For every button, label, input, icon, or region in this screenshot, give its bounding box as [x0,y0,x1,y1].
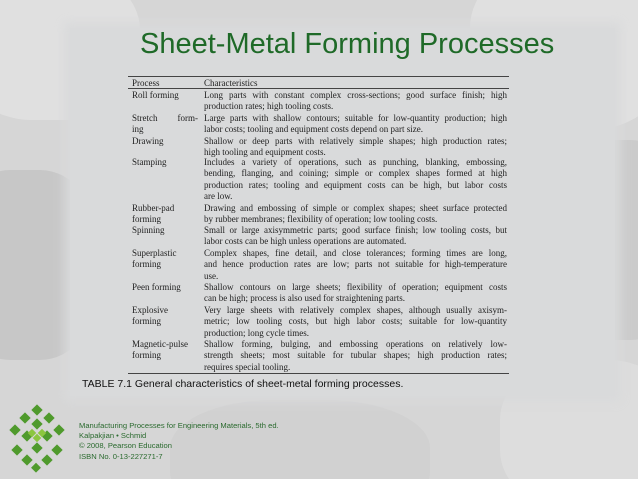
characteristics-line: production; long cycle times. [204,327,309,338]
characteristics-line: Very large sheets with relatively complex shapes, although usually axisym- [204,305,507,315]
characteristics-line: requires special tooling. [204,361,291,372]
process-name: forming [132,350,161,361]
process-name: Stamping [132,157,167,167]
characteristics-line: Complex shapes, fine detail, and close tolerances; forming times are long, [204,248,507,258]
characteristics-line: Long parts with constant complex cross-sections; good surface finish; high [204,90,507,100]
process-name: Roll forming [132,90,179,100]
characteristics-line: metric; low tooling costs, but high labor costs; suitable for low-quantity [204,316,507,327]
table-header-rule [128,88,509,89]
characteristics-line: Shallow contours on large sheets; flexibility of operation; equipment costs [204,282,507,292]
process-name: Magnetic-pulse [132,339,188,349]
publisher-logo-icon [3,402,75,474]
process-name: forming [132,214,161,225]
process-name: forming [132,259,161,270]
characteristics-line: are low. [204,190,233,201]
characteristics-line: high tooling and equipment costs. [204,147,326,158]
characteristics-line: production rates; high tooling costs. [204,101,334,112]
table-top-rule [128,76,509,77]
process-name: Explosive [132,305,168,315]
characteristics-line: production rates; tooling and equipment costs can be high, but labor costs [204,179,507,190]
characteristics-line: labor costs; tooling and equipment costs depend on part size. [204,124,423,135]
characteristics-line: bending, flanging, and coining; simple or complex shapes formed at high [204,168,507,179]
footer-book-title: Manufacturing Processes for Engineering Materials, 5th ed. [79,421,279,430]
process-name: forming [132,316,161,327]
footer-authors: Kalpakjian • Schmid [79,431,147,441]
process-name: Stretch form- [132,113,198,123]
process-name: Peen forming [132,282,181,292]
characteristics-line: Drawing and embossing of simple or complex shapes; sheet surface protected [204,203,507,213]
process-name: Drawing [132,136,164,146]
footer-isbn: ISBN No. 0-13-227271-7 [79,451,163,461]
footer-copyright: © 2008, Pearson Education [79,441,172,451]
characteristics-line: can be high; process is also used for straightening parts. [204,293,405,304]
header-process: Process [132,78,160,88]
characteristics-line: strength sheets; most suitable for tubular shapes; high production rates; [204,350,507,361]
slide-title: Sheet-Metal Forming Processes [140,28,555,60]
table-bottom-rule [128,373,509,374]
process-name: Superplastic [132,248,177,258]
process-name: Spinning [132,225,165,235]
characteristics-line: Shallow or deep parts with relatively simple shapes; high production rates; [204,136,507,146]
characteristics-line: and hence production rates are low; parts not suitable for high-temperature [204,259,507,270]
characteristics-line: Shallow forming, bulging, and embossing operations on relatively low- [204,339,507,349]
characteristics-line: Small or large axisymmetric parts; good surface finish; low tooling costs, but [204,225,507,235]
characteristics-line: Large parts with shallow contours; suitable for low-quantity production; high [204,113,507,123]
process-name: Rubber-pad [132,203,175,213]
table-caption: TABLE 7.1 General characteristics of sheet-metal forming processes. [82,378,404,390]
header-characteristics: Characteristics [204,78,258,88]
characteristics-line: use. [204,270,219,281]
process-name: ing [132,124,144,135]
characteristics-line: labor costs can be high unless operations are automated. [204,236,407,247]
characteristics-line: Includes a variety of operations, such as punching, blanking, embossing, [204,157,507,167]
footer-credits [79,421,279,462]
characteristics-line: by rubber membranes; flexibility of operation; low tooling costs. [204,214,438,225]
